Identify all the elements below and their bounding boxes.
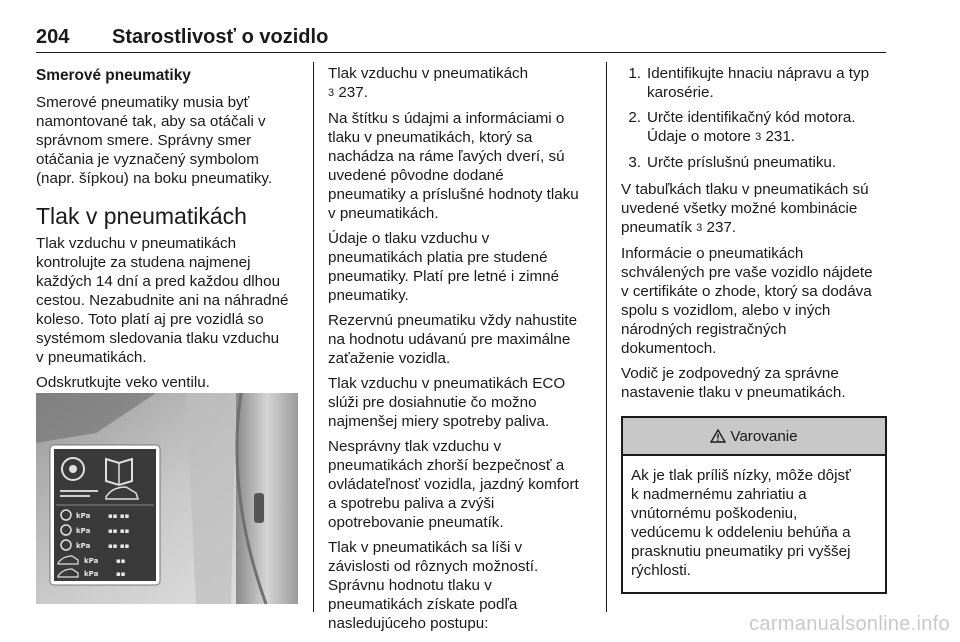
paragraph: Na štítku s údajmi a informáciami o tlaku v pneumatikách, ktorý sa nachádza na ráme ľavých dverí, sú uvedené pôvodne dodané pneumatiky a príslušné hodnoty tlaku v pneumatikách. (328, 110, 579, 222)
paragraph: Rezervnú pneumatiku vždy nahustite na hodnotu udávanú pre maximálne zaťaženie vozidla. (328, 312, 578, 367)
section-heading-directional: Smerové pneumatiky (36, 67, 191, 84)
paragraph: Nesprávny tlak vzduchu v pneumatikách zhorší bezpečnosť a ovládateľnosť vozidla, jazdný komfort a spotrebu paliva a zvýši opotrebovanie pneumatík. (328, 438, 579, 531)
svg-text:▪▪: ▪▪ (116, 570, 126, 578)
paragraph: Tlak vzduchu v pneumatikách ECO slúži pre dosiahnutie čo možno najmenšej miery spotreby paliva. (328, 375, 566, 430)
column-divider (313, 62, 314, 612)
svg-text:▪▪: ▪▪ (116, 557, 126, 565)
column-divider (606, 62, 607, 612)
paragraph: Odskrutkujte veko ventilu. (36, 374, 210, 391)
label-unit-kpa: kPa (84, 557, 99, 565)
page-reference-icon: 3 (328, 87, 335, 99)
paragraph: Tlak vzduchu v pneumatikách kontrolujte za studena najmenej každých 14 dní a pred každou dlhou cestou. Nezabudnite ani na náhradné koleso. Toto platí aj pre vozidlá so systémom sledovania tlaku vzduchu v pneumatikách. (36, 235, 289, 366)
paragraph: Informácie o pneumatikách schválených pre vaše vozidlo nájdete v certifikáte o zhode, ktorý sa dodáva spolu s vozidlom, alebo v iných národných registračných dokumentoch. (621, 245, 873, 357)
list-item: 3. Určte príslušnú pneumatiku. (628, 154, 837, 171)
procedure-steps (621, 64, 887, 172)
label-unit-kpa: kPa (84, 570, 99, 578)
column-right (621, 64, 887, 594)
warning-box (621, 416, 887, 594)
label-unit-kpa: kPa (76, 527, 91, 535)
column-left (36, 64, 300, 398)
label-unit-kpa: kPa (76, 542, 91, 550)
svg-text:▪▪ ▪▪: ▪▪ ▪▪ (108, 512, 130, 520)
paragraph: Tlak v pneumatikách sa líši v závislosti od rôznych možností. Správnu hodnotu tlaku v pneumatikách získate podľa nasledujúceho postupu: (328, 539, 539, 632)
paragraph: Údaje o tlaku vzduchu v pneumatikách platia pre studené pneumatiky. Platí pre letné i zimné pneumatiky. (328, 230, 560, 304)
svg-text:▪▪ ▪▪: ▪▪ ▪▪ (108, 542, 130, 550)
paragraph: Smerové pneumatiky musia byť namontované tak, aby sa otáčali v správnom smere. Správny smer otáčania je vyznačený symbolom (napr. šípkou) na boku pneumatiky. (36, 94, 273, 187)
watermark: carmanualsonline.info (749, 613, 950, 635)
photo-illustration (36, 393, 298, 604)
paragraph: Tlak vzduchu v pneumatikách 3 237. (328, 65, 529, 101)
page-reference[interactable]: 237. (338, 84, 368, 101)
paragraph: V tabuľkách tlaku v pneumatikách sú uvedené všetky možné kombinácie pneumatík 3 237. (621, 181, 869, 236)
section-heading-pressure: Tlak v pneumatikách (36, 203, 247, 229)
page-reference[interactable]: 237. (706, 219, 737, 236)
page-reference-icon: 3 (696, 222, 703, 234)
page-header (36, 22, 886, 53)
paragraph: Vodič je zodpovedný za správne nastavenie tlaku v pneumatikách. (621, 365, 846, 401)
list-item: 2. Určte identifikačný kód motora. Údaje o motore 3 231. (628, 109, 856, 145)
page-number: 204 (36, 26, 70, 48)
chapter-title: Starostlivosť o vozidlo (112, 26, 329, 48)
door-frame-label-photo (36, 393, 298, 604)
page-reference-icon: 3 (755, 131, 762, 143)
svg-text:▪▪ ▪▪: ▪▪ ▪▪ (108, 527, 130, 535)
warning-header (623, 418, 885, 456)
page-reference[interactable]: 231. (765, 128, 795, 145)
warning-title: Varovanie (730, 427, 798, 445)
label-unit-kpa: kPa (76, 512, 91, 520)
column-middle (328, 64, 594, 639)
warning-text: Ak je tlak príliš nízky, môže dôjsť k nadmernému zahriatiu a vnútornému poškodeniu, vedúcemu k oddeleniu behúňa a prasknutiu pneumatiky pri vyššej rýchlosti. (631, 467, 851, 579)
list-item: 1. Identifikujte hnaciu nápravu a typ karosérie. (628, 65, 870, 101)
warning-triangle-icon (710, 429, 726, 443)
